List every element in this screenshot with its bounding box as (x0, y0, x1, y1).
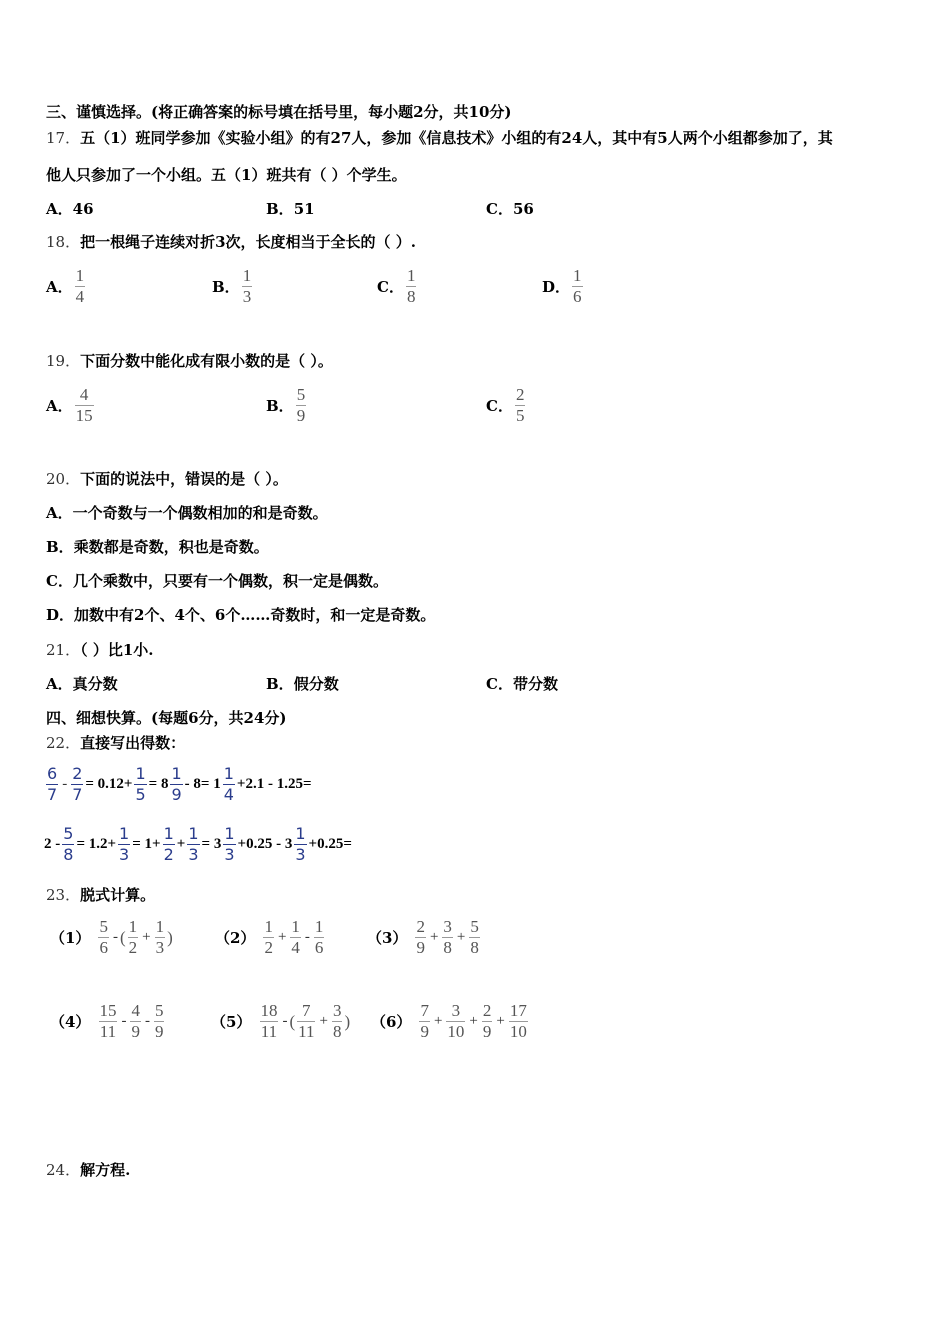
option-label: A． (46, 675, 73, 693)
fraction (297, 1001, 315, 1042)
denominator: 8 (443, 938, 452, 957)
option-value: 56 (512, 200, 534, 218)
q19-option-c[interactable] (486, 385, 527, 426)
numerator: 7 (302, 1001, 311, 1020)
numerator: 1 (573, 266, 582, 285)
item-label: （5） (211, 1013, 252, 1031)
numerator: 1 (135, 764, 146, 783)
question-text-line2: 他人只参加了一个小组。五（1）班共有（ ）个学生。 (46, 166, 407, 184)
option-label: A． (46, 504, 73, 522)
denominator: 8 (332, 1022, 342, 1041)
operator: + (469, 1013, 478, 1029)
fraction (259, 1001, 278, 1042)
operator: + (142, 929, 151, 945)
expression-text: 2 - (44, 836, 61, 852)
section-4-title-text: 四、细想快算。(每题6分，共24分) (46, 709, 287, 727)
question-23 (46, 885, 155, 905)
fraction (314, 917, 325, 958)
fraction (130, 1001, 141, 1042)
option-label: D． (46, 606, 75, 624)
denominator: 9 (131, 1022, 140, 1041)
fraction (509, 1001, 528, 1042)
section-3-title-text: 三、谨慎选择。(将正确答案的标号填在括号里，每小题2分，共10分) (46, 103, 512, 121)
item-label: （6） (371, 1013, 412, 1031)
denominator: 9 (171, 785, 182, 804)
fraction (155, 917, 166, 958)
question-number: 22． (46, 734, 81, 752)
q23-item-6 (371, 1001, 530, 1042)
numerator: 1 (295, 824, 306, 843)
option-label: B． (266, 675, 294, 693)
numerator: 1 (406, 266, 416, 285)
q18-option-c[interactable] (377, 266, 418, 307)
denominator: 9 (482, 1022, 492, 1041)
q18-option-d[interactable] (542, 266, 585, 307)
numerator: 1 (171, 764, 182, 783)
numerator: 1 (128, 917, 138, 936)
denominator: 10 (447, 1022, 465, 1041)
question-22 (46, 733, 185, 753)
expression-text: = 1.2+ (76, 836, 117, 852)
numerator: 4 (79, 385, 89, 404)
fraction (118, 824, 130, 865)
denominator: 4 (223, 785, 234, 804)
option-label: B． (46, 538, 74, 556)
expression-text: +2.1 - 1.25= (236, 776, 312, 792)
q21-option-a[interactable] (46, 674, 118, 694)
denominator: 7 (72, 785, 83, 804)
denominator: 3 (242, 287, 252, 306)
numerator: 1 (291, 917, 300, 936)
fraction (515, 385, 526, 426)
numerator: 1 (119, 824, 130, 843)
fraction (71, 764, 83, 805)
right-paren: ) (167, 927, 173, 947)
operator: + (319, 1013, 328, 1029)
numerator: 2 (482, 1001, 492, 1020)
denominator: 6 (99, 938, 108, 957)
expression-text: = 3 (201, 836, 222, 852)
denominator: 5 (135, 785, 146, 804)
question-number: 24． (46, 1161, 81, 1179)
question-24 (46, 1160, 130, 1180)
denominator: 7 (47, 785, 58, 804)
option-label: D． (542, 278, 571, 296)
numerator: 17 (509, 1001, 527, 1020)
numerator: 18 (260, 1001, 278, 1020)
question-20 (46, 469, 288, 489)
operator: - (112, 929, 118, 945)
question-number: 17． (46, 129, 81, 147)
expression-text: +0.25= (308, 836, 352, 852)
option-label: A． (46, 278, 73, 296)
question-19 (46, 351, 333, 371)
fraction (98, 1001, 117, 1042)
option-label: B． (212, 278, 240, 296)
question-text: 把一根绳子连续对折3次，长度相当于全长的（ ）. (80, 233, 416, 251)
operator: - (304, 929, 310, 945)
numerator: 3 (451, 1001, 461, 1020)
q23-item-2 (215, 917, 326, 958)
expression-text: = 0.12+ (85, 776, 133, 792)
question-text: 下面分数中能化成有限小数的是（ ）。 (80, 352, 333, 370)
fraction (242, 266, 253, 307)
denominator: 9 (154, 1022, 164, 1041)
fraction (332, 1001, 343, 1042)
option-text: 加数中有2个、4个、6个……奇数时，和一定是奇数。 (74, 606, 436, 624)
fraction (442, 917, 453, 958)
numerator: 5 (99, 917, 108, 936)
q19-option-a[interactable] (46, 385, 96, 426)
denominator: 9 (296, 406, 306, 425)
denominator: 6 (573, 287, 582, 306)
question-text-line1: 五（1）班同学参加《实验小组》的有27人，参加《信息技术》小组的有24人，其中有5人两个小组都参加了，其 (80, 129, 833, 147)
denominator: 3 (188, 845, 199, 864)
fraction (128, 917, 139, 958)
fraction (415, 917, 426, 958)
q18-option-a[interactable] (46, 266, 87, 307)
option-text: 假分数 (293, 675, 339, 693)
numerator: 5 (296, 385, 306, 404)
numerator: 2 (72, 764, 83, 783)
left-paren: ( (119, 927, 126, 947)
fraction (223, 824, 235, 865)
q20-option-b[interactable] (46, 537, 269, 557)
option-value: 51 (293, 200, 315, 218)
operator: + (496, 1013, 505, 1029)
fraction (406, 266, 417, 307)
option-label: C． (486, 675, 513, 693)
operator: + (277, 929, 287, 945)
option-label: B． (266, 200, 294, 218)
right-paren: ) (344, 1011, 351, 1031)
fraction (187, 824, 199, 865)
operator: + (433, 1013, 443, 1029)
denominator: 8 (63, 845, 74, 864)
denominator: 4 (291, 938, 300, 957)
option-label: C． (486, 200, 513, 218)
item-label: （4） (50, 1013, 91, 1031)
fraction (223, 764, 235, 805)
question-21 (46, 640, 153, 660)
q18-option-b[interactable] (212, 266, 254, 307)
q23-item-1 (50, 917, 173, 958)
q22-row-1 (44, 764, 312, 805)
q23-item-4 (50, 1001, 166, 1042)
expression-text: - 8= 1 (184, 776, 221, 792)
q20-option-a[interactable] (46, 503, 328, 523)
denominator: 4 (75, 287, 85, 306)
option-label: B． (266, 397, 294, 415)
question-number: 18． (46, 233, 81, 251)
q22-row-2 (44, 824, 352, 865)
denominator: 11 (260, 1022, 278, 1041)
q21-option-c[interactable] (486, 674, 558, 694)
numerator: 1 (223, 764, 234, 783)
denominator: 6 (314, 938, 324, 957)
option-text: 带分数 (512, 675, 558, 693)
denominator: 9 (420, 1022, 429, 1041)
fraction (294, 824, 306, 865)
operator: - (121, 1013, 127, 1029)
fraction (482, 1001, 493, 1042)
fraction (419, 1001, 430, 1042)
numerator: 1 (163, 824, 174, 843)
left-paren: ( (289, 1011, 296, 1031)
q23-item-3 (367, 917, 482, 958)
numerator: 15 (99, 1001, 117, 1020)
denominator: 3 (224, 845, 235, 864)
denominator: 3 (119, 845, 130, 864)
denominator: 3 (155, 938, 165, 957)
item-label: （1） (50, 929, 91, 947)
section-3-title (46, 102, 512, 122)
numerator: 1 (314, 917, 324, 936)
q17-option-b[interactable] (266, 199, 315, 219)
question-text: 直接写出得数： (80, 734, 186, 752)
question-number: 23． (46, 886, 81, 904)
numerator: 3 (332, 1001, 342, 1020)
fraction (98, 917, 109, 958)
denominator: 9 (416, 938, 425, 957)
numerator: 1 (75, 266, 85, 285)
question-text: 脱式计算。 (80, 886, 156, 904)
q21-option-b[interactable] (266, 674, 339, 694)
q19-option-b[interactable] (266, 385, 308, 426)
fraction (75, 385, 94, 426)
q17-option-a[interactable] (46, 199, 94, 219)
numerator: 2 (416, 917, 425, 936)
fraction (446, 1001, 465, 1042)
expression-text: +0.25 - 3 (237, 836, 293, 852)
fraction (170, 764, 182, 805)
numerator: 6 (47, 764, 58, 783)
q20-option-c[interactable] (46, 571, 388, 591)
operator: - (62, 776, 68, 792)
operator: + (429, 929, 439, 945)
q17-option-c[interactable] (486, 199, 534, 219)
numerator: 2 (515, 385, 525, 404)
fraction (290, 917, 301, 958)
option-label: C． (377, 278, 404, 296)
fraction (296, 385, 307, 426)
question-text: 下面的说法中，错误的是（ ）。 (80, 470, 288, 488)
denominator: 2 (264, 938, 273, 957)
denominator: 11 (99, 1022, 117, 1041)
option-label: A． (46, 397, 73, 415)
fraction (62, 824, 74, 865)
question-number: 19． (46, 352, 81, 370)
question-17-line2 (46, 165, 407, 185)
fraction (469, 917, 480, 958)
expression-text: + (176, 836, 186, 852)
option-label: C． (46, 572, 73, 590)
option-label: A． (46, 200, 73, 218)
denominator: 3 (295, 845, 306, 864)
expression-text: = 1+ (132, 836, 161, 852)
fraction (572, 266, 583, 307)
item-label: （2） (215, 929, 256, 947)
operator: - (144, 1013, 150, 1029)
numerator: 1 (155, 917, 165, 936)
numerator: 7 (420, 1001, 429, 1020)
numerator: 1 (242, 266, 252, 285)
section-4-title (46, 708, 287, 728)
numerator: 1 (188, 824, 199, 843)
fraction (134, 764, 146, 805)
option-text: 乘数都是奇数，积也是奇数。 (73, 538, 269, 556)
denominator: 11 (298, 1022, 315, 1041)
fraction (75, 266, 86, 307)
expression-text: = 8 (148, 776, 169, 792)
option-text: 真分数 (72, 675, 118, 693)
denominator: 8 (470, 938, 479, 957)
option-text: 一个奇数与一个偶数相加的和是奇数。 (72, 504, 328, 522)
denominator: 8 (406, 287, 416, 306)
denominator: 2 (128, 938, 138, 957)
q20-option-d[interactable] (46, 605, 435, 625)
fraction (154, 1001, 165, 1042)
numerator: 4 (131, 1001, 140, 1020)
question-text: 解方程. (80, 1161, 131, 1179)
item-label: （3） (367, 929, 408, 947)
option-label: C． (486, 397, 513, 415)
question-number: 21． (46, 641, 81, 659)
fraction (163, 824, 175, 865)
denominator: 2 (163, 845, 174, 864)
numerator: 5 (63, 824, 74, 843)
operator: + (456, 929, 466, 945)
numerator: 5 (470, 917, 479, 936)
option-value: 46 (72, 200, 94, 218)
question-number: 20． (46, 470, 81, 488)
q23-item-5 (211, 1001, 350, 1042)
numerator: 3 (443, 917, 452, 936)
option-text: 几个乘数中，只要有一个偶数，积一定是偶数。 (72, 572, 388, 590)
denominator: 5 (515, 406, 525, 425)
question-18 (46, 232, 416, 252)
numerator: 5 (154, 1001, 164, 1020)
numerator: 1 (224, 824, 235, 843)
fraction (46, 764, 58, 805)
denominator: 15 (75, 406, 93, 425)
question-text: （ ）比1小. (80, 641, 154, 659)
operator: - (282, 1013, 288, 1029)
fraction (263, 917, 274, 958)
numerator: 1 (264, 917, 273, 936)
question-17 (46, 128, 833, 148)
denominator: 10 (509, 1022, 527, 1041)
